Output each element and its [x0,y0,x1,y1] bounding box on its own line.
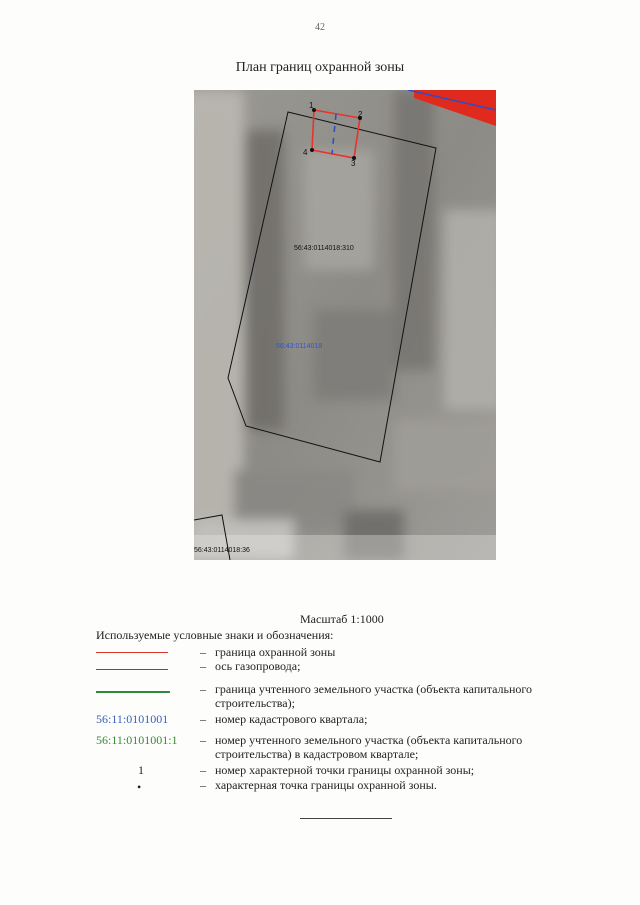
legend-dash: – [200,733,206,747]
parcel-number-label: 56:43:0114018:310 [294,245,354,252]
legend-text-parcel-number: номер учтенного земельного участка (объекта капитального строительства) в кадастровом квартале; [215,733,523,761]
point-label-2: 2 [358,110,363,119]
legend-symbol-zone-line [96,652,168,653]
page-number: 42 [315,22,325,33]
legend-text-point-dot: характерная точка границы охранной зоны. [215,778,437,792]
quarter-number-label: 56:43:0114018 [276,343,323,350]
legend-text-axis: ось газопровода; [215,659,301,673]
legend-dash: – [200,712,206,726]
legend-dash: – [200,659,206,673]
legend-symbol-quarter-code: 56:11:0101001 [96,712,169,726]
legend-dash: – [200,778,206,792]
point-label-4: 4 [303,148,308,157]
legend-symbol-parcel-line [96,691,170,693]
legend-symbol-axis-line [96,669,168,670]
legend-text-point-number: номер характерной точки границы охранной зоны; [215,763,475,777]
point-marker-4 [310,148,314,152]
page-title: План границ охранной зоны [235,60,405,75]
legend-symbol-point-dot: • [137,780,142,794]
legend-text-parcel: граница учтенного земельного участка (объекта капитального строительства); [215,682,533,710]
neighbor-parcel-label: 56:43:0114018:36 [194,547,250,554]
legend-symbol-point-number: 1 [138,763,144,777]
legend-dash: – [200,645,206,659]
legend-dash: – [200,682,206,696]
legend-text-quarter: номер кадастрового квартала; [215,712,368,726]
boundary-plan-map [194,90,496,560]
point-label-1: 1 [309,101,314,110]
legend-symbol-parcel-code: 56:11:0101001:1 [96,733,178,747]
point-label-3: 3 [351,159,356,168]
scale-label: Масштаб 1:1000 [300,612,384,626]
signature-rule [300,818,392,819]
legend-heading: Используемые условные знаки и обозначения: [96,628,334,642]
legend-dash: – [200,763,206,777]
legend-text-zone: граница охранной зоны [215,645,336,659]
